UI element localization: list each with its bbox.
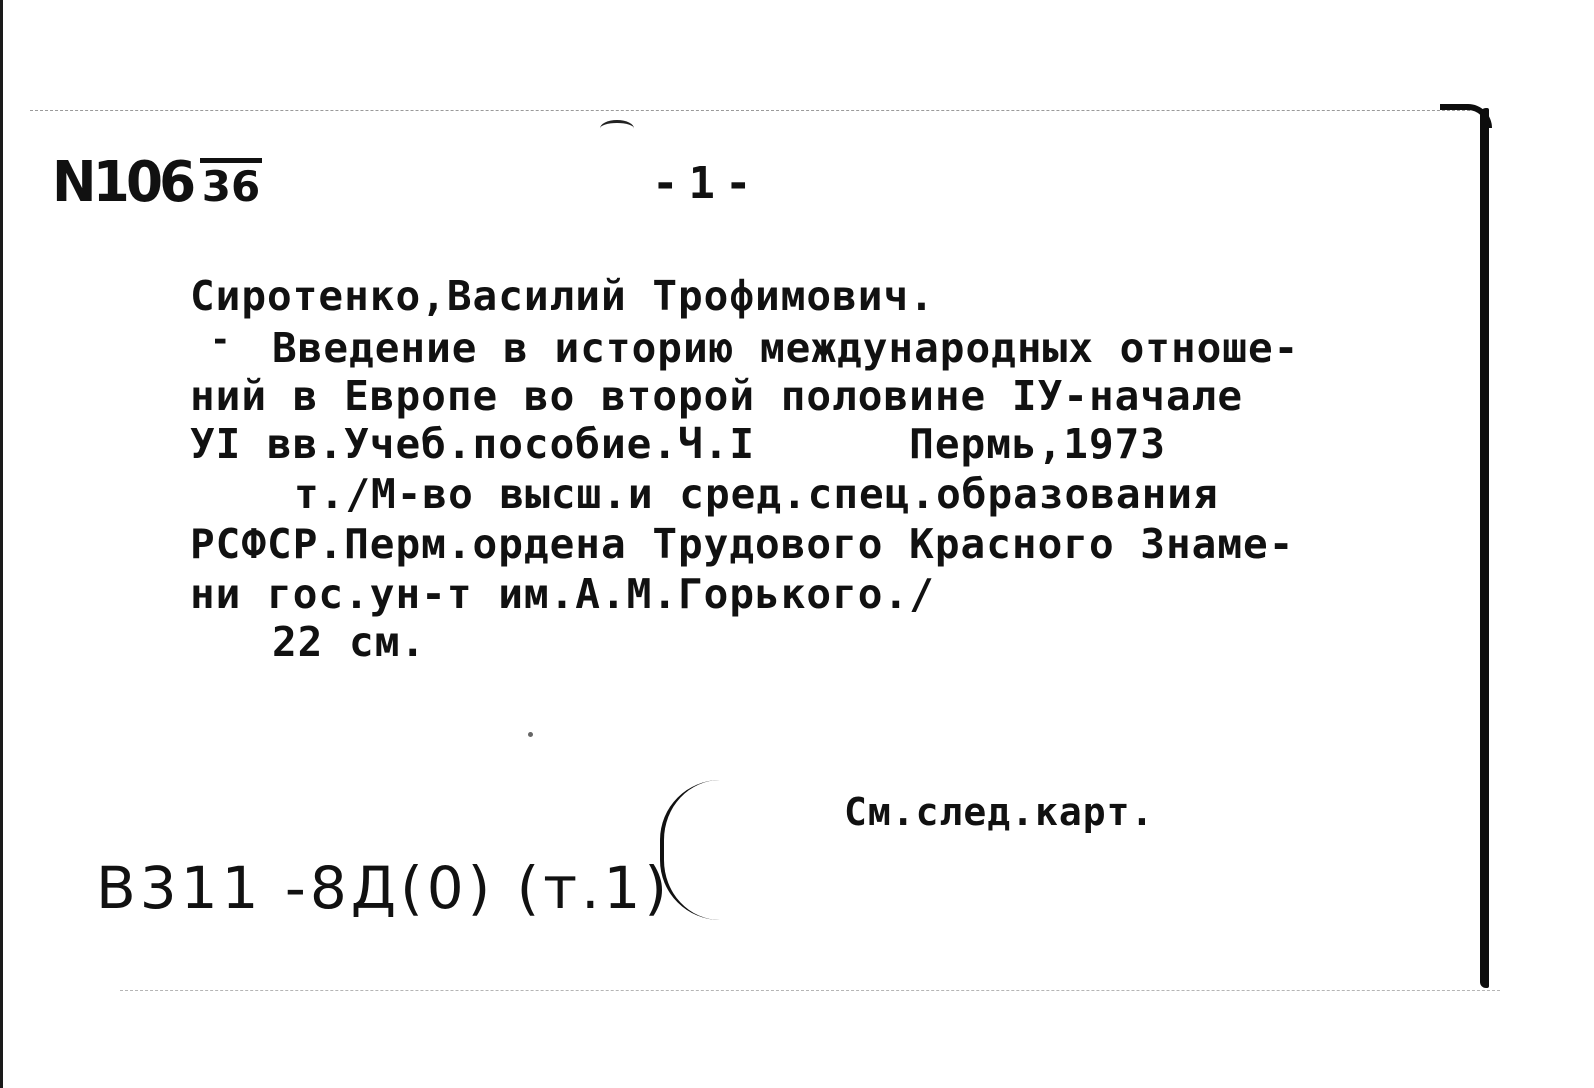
author-heading: Сиротенко,Василий Трофимович. <box>190 272 935 320</box>
pen-mark <box>600 120 634 137</box>
title-line-2: ний в Европе во второй половине IУ-начале <box>190 372 1244 420</box>
card-top-edge <box>30 110 1470 111</box>
title-line-3: УI вв.Учеб.пособие.Ч.I Пермь,1973 <box>190 420 1166 468</box>
shelfmark: B311 -8Д(0) (т.1) <box>96 854 672 922</box>
size-note: 22 см. <box>272 618 427 666</box>
publisher-line-3: ни гос.ун-т им.А.М.Горького./ <box>190 570 935 618</box>
scan-left-edge <box>0 0 3 1088</box>
page-mark: -1- <box>652 158 762 209</box>
card-number: N106 <box>52 150 193 215</box>
publisher-line-2: РСФСР.Перм.ордена Трудового Красного Знаме- <box>190 520 1295 568</box>
card-bottom-edge <box>120 990 1500 991</box>
see-next-card: См.след.карт. <box>844 790 1155 834</box>
handwritten-bracket <box>660 780 764 920</box>
title-line-1: Введение в историю международных отноше- <box>272 324 1300 372</box>
title-lead-dash: - <box>210 320 231 360</box>
card-number-sub-value: 36 <box>201 162 261 211</box>
publisher-line-1: т./М-во высш.и сред.спец.образования <box>294 470 1219 518</box>
card-number-sub <box>200 158 262 209</box>
ink-speck <box>528 732 533 737</box>
card-right-edge <box>1480 108 1489 988</box>
